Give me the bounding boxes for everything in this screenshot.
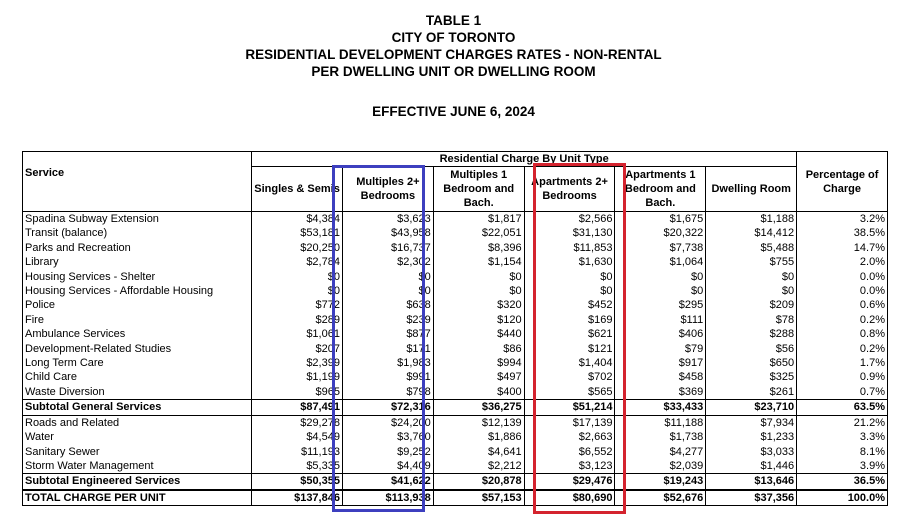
charge-value: $1,233 <box>706 430 797 444</box>
multiples-2-bedrooms-highlight <box>332 165 425 512</box>
charge-value: $3,760 <box>342 430 433 444</box>
service-name: Storm Water Management <box>23 459 252 474</box>
percentage-value: 0.0% <box>797 284 888 298</box>
charge-value: $289 <box>252 313 343 327</box>
development-charges-table <box>22 151 888 506</box>
subtotal-row <box>23 400 888 415</box>
charge-value: $2,039 <box>615 459 706 474</box>
percentage-value: 3.9% <box>797 459 888 474</box>
percentage-value: 0.9% <box>797 370 888 384</box>
charge-value: $52,676 <box>615 490 706 506</box>
table-subheading: PER DWELLING UNIT OR DWELLING ROOM <box>311 64 596 79</box>
service-name: TOTAL CHARGE PER UNIT <box>23 490 252 506</box>
charge-value: $0 <box>615 284 706 298</box>
charge-value: $991 <box>342 370 433 384</box>
percentage-value: 0.2% <box>797 313 888 327</box>
table-row <box>23 226 888 240</box>
charge-value: $0 <box>433 284 524 298</box>
column-header: Apartments 1 Bedroom and Bach. <box>615 167 706 212</box>
charge-value: $497 <box>433 370 524 384</box>
percentage-value: 21.2% <box>797 415 888 430</box>
table-row <box>23 356 888 370</box>
charge-value: $994 <box>433 356 524 370</box>
charge-value: $1,817 <box>433 212 524 227</box>
service-name: Ambulance Services <box>23 327 252 341</box>
charge-value: $288 <box>706 327 797 341</box>
table-row <box>23 342 888 356</box>
service-name: Police <box>23 298 252 312</box>
charge-value: $121 <box>524 342 615 356</box>
charge-value: $3,623 <box>342 212 433 227</box>
charge-value: $261 <box>706 385 797 400</box>
charge-value: $12,139 <box>433 415 524 430</box>
percentage-value: 1.7% <box>797 356 888 370</box>
charge-value: $1,154 <box>433 255 524 269</box>
charge-value: $11,193 <box>252 445 343 459</box>
service-name: Parks and Recreation <box>23 241 252 255</box>
charge-value: $4,409 <box>342 459 433 474</box>
table-row <box>23 327 888 341</box>
table-row <box>23 430 888 444</box>
charge-value: $1,886 <box>433 430 524 444</box>
table-row <box>23 459 888 474</box>
percentage-value: 8.1% <box>797 445 888 459</box>
total-row <box>23 490 888 506</box>
charge-value: $0 <box>252 270 343 284</box>
service-name: Waste Diversion <box>23 385 252 400</box>
service-header: Service <box>23 152 252 212</box>
percentage-value: 100.0% <box>797 490 888 506</box>
charge-value: $452 <box>524 298 615 312</box>
charge-value: $2,212 <box>433 459 524 474</box>
charge-value: $87,491 <box>252 400 343 415</box>
charge-value: $36,275 <box>433 400 524 415</box>
charge-value: $29,476 <box>524 474 615 490</box>
charge-value: $78 <box>706 313 797 327</box>
charge-value: $0 <box>524 284 615 298</box>
charge-value: $5,335 <box>252 459 343 474</box>
column-header: Multiples 1 Bedroom and Bach. <box>433 167 524 212</box>
charge-value: $11,188 <box>615 415 706 430</box>
charge-value: $798 <box>342 385 433 400</box>
charge-value: $37,356 <box>706 490 797 506</box>
table-heading: RESIDENTIAL DEVELOPMENT CHARGES RATES - NON-RENTAL <box>245 47 662 62</box>
charge-value: $50,355 <box>252 474 343 490</box>
charge-value: $86 <box>433 342 524 356</box>
service-name: Fire <box>23 313 252 327</box>
charge-value: $3,123 <box>524 459 615 474</box>
charge-value: $20,250 <box>252 241 343 255</box>
charge-value: $8,396 <box>433 241 524 255</box>
charge-value: $0 <box>252 284 343 298</box>
charge-value: $6,552 <box>524 445 615 459</box>
column-header: Apartments 2+ Bedrooms <box>524 167 615 212</box>
charge-value: $137,846 <box>252 490 343 506</box>
service-name: Long Term Care <box>23 356 252 370</box>
service-name: Subtotal Engineered Services <box>23 474 252 490</box>
table-number: TABLE 1 <box>425 13 482 28</box>
service-name: Subtotal General Services <box>23 400 252 415</box>
charge-value: $7,738 <box>615 241 706 255</box>
charge-value: $22,051 <box>433 226 524 240</box>
service-name: Child Care <box>23 370 252 384</box>
charge-value: $120 <box>433 313 524 327</box>
charge-value: $2,399 <box>252 356 343 370</box>
charge-value: $20,322 <box>615 226 706 240</box>
charge-value: $369 <box>615 385 706 400</box>
charge-value: $0 <box>706 284 797 298</box>
charge-value: $0 <box>342 284 433 298</box>
charge-value: $1,404 <box>524 356 615 370</box>
charge-value: $1,983 <box>342 356 433 370</box>
charge-value: $13,646 <box>706 474 797 490</box>
table-row <box>23 284 888 298</box>
charge-value: $1,188 <box>706 212 797 227</box>
charge-value: $20,878 <box>433 474 524 490</box>
charge-value: $0 <box>342 270 433 284</box>
charge-value: $1,199 <box>252 370 343 384</box>
column-header: Dwelling Room <box>706 167 797 212</box>
charge-value: $79 <box>615 342 706 356</box>
charge-value: $0 <box>433 270 524 284</box>
charge-value: $702 <box>524 370 615 384</box>
service-name: Transit (balance) <box>23 226 252 240</box>
charge-value: $53,181 <box>252 226 343 240</box>
charge-value: $621 <box>524 327 615 341</box>
charge-value: $772 <box>252 298 343 312</box>
charge-value: $41,622 <box>342 474 433 490</box>
charge-value: $638 <box>342 298 433 312</box>
charge-value: $5,488 <box>706 241 797 255</box>
charge-value: $650 <box>706 356 797 370</box>
service-name: Library <box>23 255 252 269</box>
charge-value: $9,252 <box>342 445 433 459</box>
percentage-value: 38.5% <box>797 226 888 240</box>
charge-value: $16,737 <box>342 241 433 255</box>
charge-value: $33,433 <box>615 400 706 415</box>
charge-value: $80,690 <box>524 490 615 506</box>
charge-value: $965 <box>252 385 343 400</box>
charge-value: $877 <box>342 327 433 341</box>
charge-value: $295 <box>615 298 706 312</box>
service-name: Sanitary Sewer <box>23 445 252 459</box>
percentage-value: 63.5% <box>797 400 888 415</box>
charge-value: $207 <box>252 342 343 356</box>
charge-value: $14,412 <box>706 226 797 240</box>
charge-value: $0 <box>615 270 706 284</box>
charge-value: $458 <box>615 370 706 384</box>
charge-value: $0 <box>524 270 615 284</box>
percentage-value: 2.0% <box>797 255 888 269</box>
charge-value: $209 <box>706 298 797 312</box>
service-name: Housing Services - Affordable Housing <box>23 284 252 298</box>
charge-value: $2,302 <box>342 255 433 269</box>
charge-value: $169 <box>524 313 615 327</box>
percentage-value: 0.0% <box>797 270 888 284</box>
charge-value: $1,061 <box>252 327 343 341</box>
charge-value: $2,784 <box>252 255 343 269</box>
charge-value: $57,153 <box>433 490 524 506</box>
charge-value: $51,214 <box>524 400 615 415</box>
charge-value: $23,710 <box>706 400 797 415</box>
charge-value: $4,549 <box>252 430 343 444</box>
charge-value: $917 <box>615 356 706 370</box>
charge-value: $565 <box>524 385 615 400</box>
table-row <box>23 313 888 327</box>
charge-value: $239 <box>342 313 433 327</box>
percentage-value: 0.6% <box>797 298 888 312</box>
percentage-value: 3.2% <box>797 212 888 227</box>
charge-value: $17,139 <box>524 415 615 430</box>
column-header: Singles & Semis <box>252 167 343 212</box>
table-row <box>23 415 888 430</box>
charge-value: $113,938 <box>342 490 433 506</box>
charge-value: $325 <box>706 370 797 384</box>
city-name: CITY OF TORONTO <box>391 30 516 45</box>
percentage-value: 36.5% <box>797 474 888 490</box>
charge-value: $1,064 <box>615 255 706 269</box>
percentage-value: 3.3% <box>797 430 888 444</box>
percentage-header: Percentage of Charge <box>797 152 888 212</box>
table-row <box>23 445 888 459</box>
effective-date: EFFECTIVE JUNE 6, 2024 <box>372 104 535 119</box>
charge-value: $29,278 <box>252 415 343 430</box>
table-row <box>23 270 888 284</box>
percentage-value: 0.7% <box>797 385 888 400</box>
percentage-value: 0.8% <box>797 327 888 341</box>
charge-value: $56 <box>706 342 797 356</box>
charge-value: $4,277 <box>615 445 706 459</box>
charge-value: $31,130 <box>524 226 615 240</box>
column-header: Multiples 2+ Bedrooms <box>342 167 433 212</box>
charge-value: $406 <box>615 327 706 341</box>
charge-value: $72,316 <box>342 400 433 415</box>
charge-value: $11,853 <box>524 241 615 255</box>
charge-value: $3,033 <box>706 445 797 459</box>
charge-value: $1,630 <box>524 255 615 269</box>
service-name: Spadina Subway Extension <box>23 212 252 227</box>
apartments-2-bedrooms-highlight <box>533 163 626 514</box>
table-row <box>23 241 888 255</box>
charge-value: $43,958 <box>342 226 433 240</box>
charge-value: $320 <box>433 298 524 312</box>
charge-value: $755 <box>706 255 797 269</box>
charge-value: $111 <box>615 313 706 327</box>
service-name: Housing Services - Shelter <box>23 270 252 284</box>
charge-value: $2,566 <box>524 212 615 227</box>
table-row <box>23 298 888 312</box>
service-name: Development-Related Studies <box>23 342 252 356</box>
percentage-value: 14.7% <box>797 241 888 255</box>
charge-value: $400 <box>433 385 524 400</box>
charge-value: $1,675 <box>615 212 706 227</box>
table-row <box>23 255 888 269</box>
subtotal-row <box>23 474 888 490</box>
percentage-value: 0.2% <box>797 342 888 356</box>
service-name: Roads and Related <box>23 415 252 430</box>
charge-value: $0 <box>706 270 797 284</box>
charge-value: $7,934 <box>706 415 797 430</box>
charge-value: $24,200 <box>342 415 433 430</box>
table-title-block <box>0 12 907 80</box>
table-row <box>23 212 888 227</box>
charge-value: $4,384 <box>252 212 343 227</box>
table-row <box>23 385 888 400</box>
charge-value: $440 <box>433 327 524 341</box>
table-row <box>23 370 888 384</box>
service-name: Water <box>23 430 252 444</box>
charge-value: $19,243 <box>615 474 706 490</box>
charge-value: $1,738 <box>615 430 706 444</box>
charge-value: $2,663 <box>524 430 615 444</box>
charge-value: $171 <box>342 342 433 356</box>
charge-value: $4,641 <box>433 445 524 459</box>
unit-type-group-header: Residential Charge By Unit Type <box>252 152 797 167</box>
charge-value: $1,446 <box>706 459 797 474</box>
